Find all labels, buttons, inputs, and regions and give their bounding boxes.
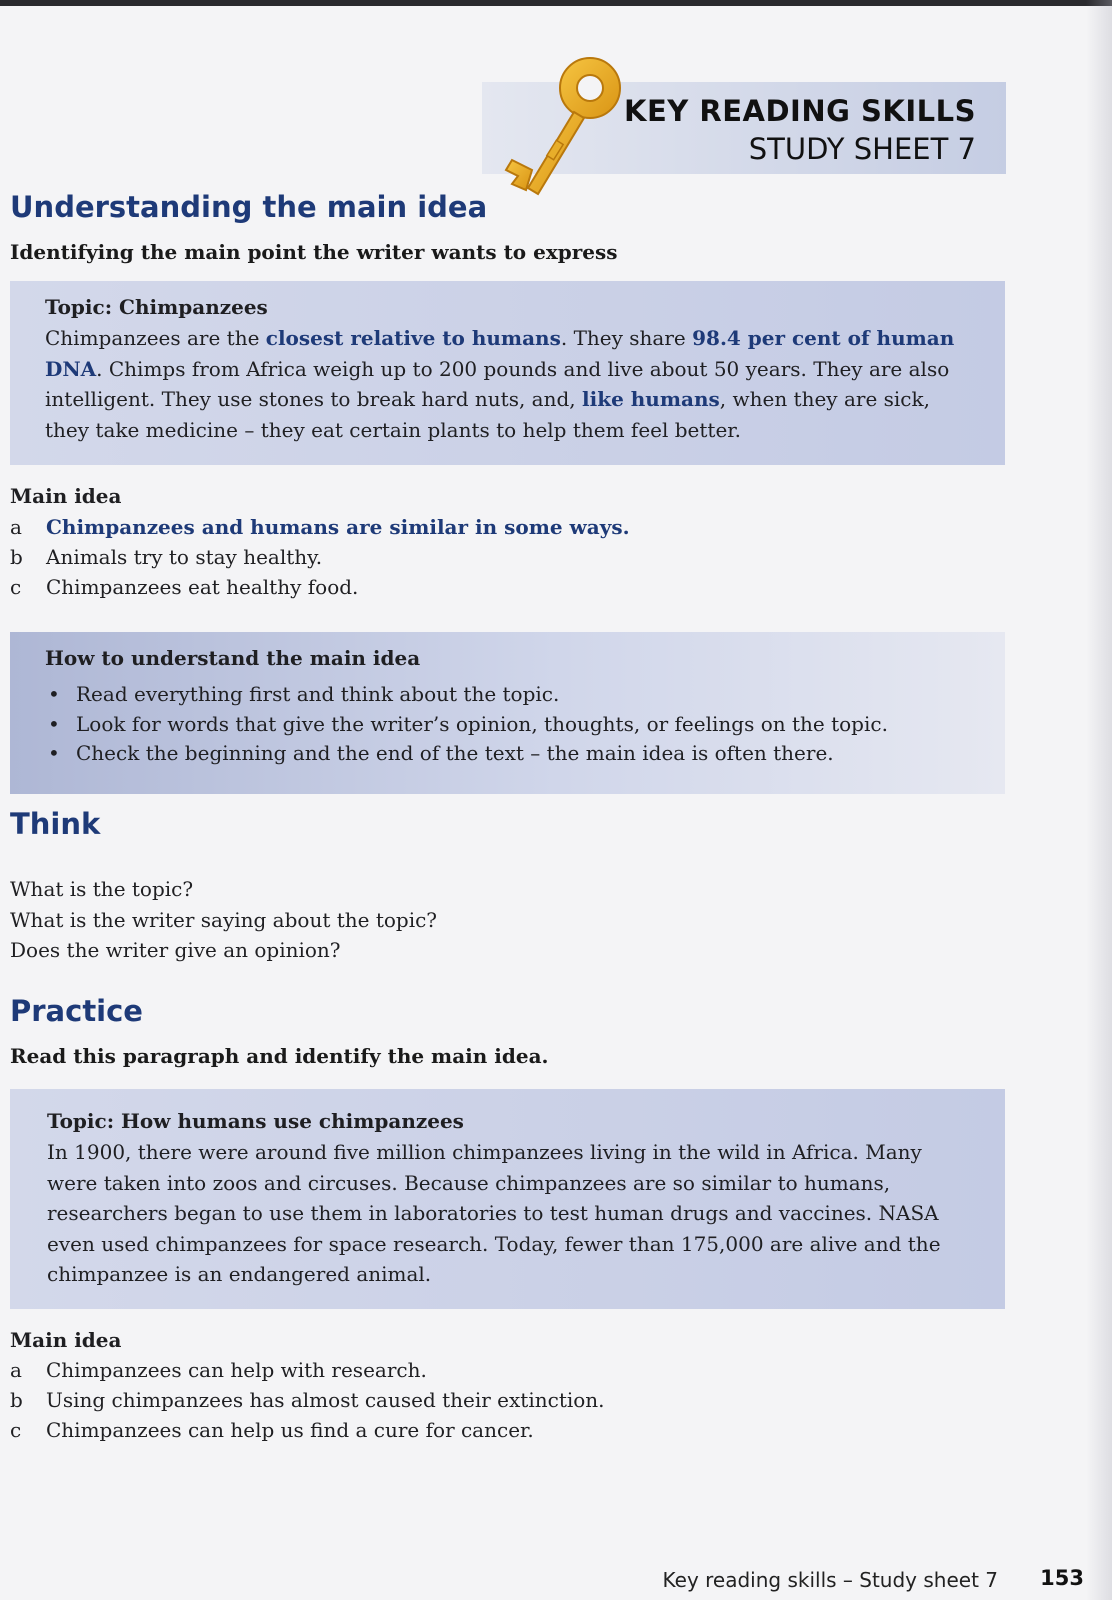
think-question: What is the topic? (10, 877, 194, 901)
bullet-item: • Look for words that give the writer’s opinion, thoughts, or feelings on the topic. (46, 710, 888, 740)
practice-heading: Practice (10, 994, 143, 1028)
option-text: Chimpanzees eat healthy food. (46, 575, 359, 599)
bullet-item: • Check the beginning and the end of the text – the main idea is often there. (46, 739, 888, 769)
highlight-span: 98.4 per cent of human DNA (45, 326, 955, 381)
page-gutter-shadow (1086, 0, 1112, 1600)
option-letter: a (10, 515, 22, 539)
practice-topic-paragraph: In 1900, there were around five million chimpanzees living in the wild in Africa. Many were taken into zoos and circuses. Because chimpanzees are so similar to humans, researchers began to use them in laboratories to test human drugs and vaccines. NASA even used chimpanzees for space research. Today, fewer than 175,000 are alive and the chimpanzee is an endangered animal. (47, 1140, 941, 1286)
think-question: What is the writer saying about the topic? (10, 907, 438, 932)
bullet-item: • Read everything first and think about the topic. (46, 680, 888, 710)
how-to-bullets (10, 680, 888, 769)
option-letter: a (10, 1358, 22, 1382)
section-subheading: Identifying the main point the writer wants to express (10, 240, 618, 264)
section-heading-main-idea: Understanding the main idea (10, 190, 488, 224)
think-questions (10, 874, 437, 966)
highlight-span: like humans (582, 387, 720, 411)
option-b (10, 542, 630, 572)
option-a (10, 512, 630, 542)
option-text: Using chimpanzees has almost caused their extinction. (46, 1388, 605, 1412)
main-idea-label: Main idea (10, 484, 122, 508)
practice-option-b (10, 1385, 605, 1415)
option-letter: b (10, 1388, 23, 1412)
topic-paragraph (45, 323, 965, 445)
option-letter: c (10, 575, 22, 599)
text-span: . They share (560, 326, 693, 350)
practice-options (10, 1355, 605, 1445)
practice-instruction: Read this paragraph and identify the main idea. (10, 1044, 549, 1068)
practice-main-idea-label: Main idea (10, 1328, 122, 1352)
option-text: Chimpanzees can help with research. (46, 1358, 427, 1382)
text-span: , when they are sick, they take medicine – they eat certain plants to help them feel better. (45, 387, 930, 442)
think-heading: Think (10, 807, 101, 841)
page-top-edge (0, 0, 1112, 6)
practice-option-c (10, 1415, 605, 1445)
header-subtitle: STUDY SHEET 7 (748, 132, 976, 166)
text-span: . Chimps from Africa weigh up to 200 pounds and live about 50 years. They are also intelligent. They use stones to break hard nuts, and, (45, 356, 950, 411)
option-text-answer: Chimpanzees and humans are similar in some ways. (46, 515, 630, 539)
highlight-span: closest relative to humans (265, 326, 561, 350)
page-number: 153 (1040, 1566, 1084, 1590)
footer-text: Key reading skills – Study sheet 7 (662, 1568, 998, 1592)
topic-box-chimpanzees (10, 281, 1005, 465)
option-letter: b (10, 545, 23, 569)
main-idea-options (10, 512, 630, 602)
topic-title: Topic: Chimpanzees (45, 295, 268, 319)
think-question: Does the writer give an opinion? (10, 938, 341, 962)
option-text: Chimpanzees can help us find a cure for cancer. (46, 1418, 534, 1442)
header-title: KEY READING SKILLS (624, 94, 976, 128)
practice-option-a (10, 1355, 605, 1385)
option-text: Animals try to stay healthy. (46, 545, 323, 569)
how-to-box (10, 632, 1005, 794)
option-letter: c (10, 1418, 22, 1442)
practice-topic-title: Topic: How humans use chimpanzees (47, 1109, 464, 1133)
topic-box-humans-use-chimpanzees (10, 1089, 1005, 1309)
text-span: Chimpanzees are the (45, 326, 266, 350)
option-c (10, 572, 630, 602)
how-to-title: How to understand the main idea (45, 646, 421, 670)
key-icon (498, 48, 638, 208)
